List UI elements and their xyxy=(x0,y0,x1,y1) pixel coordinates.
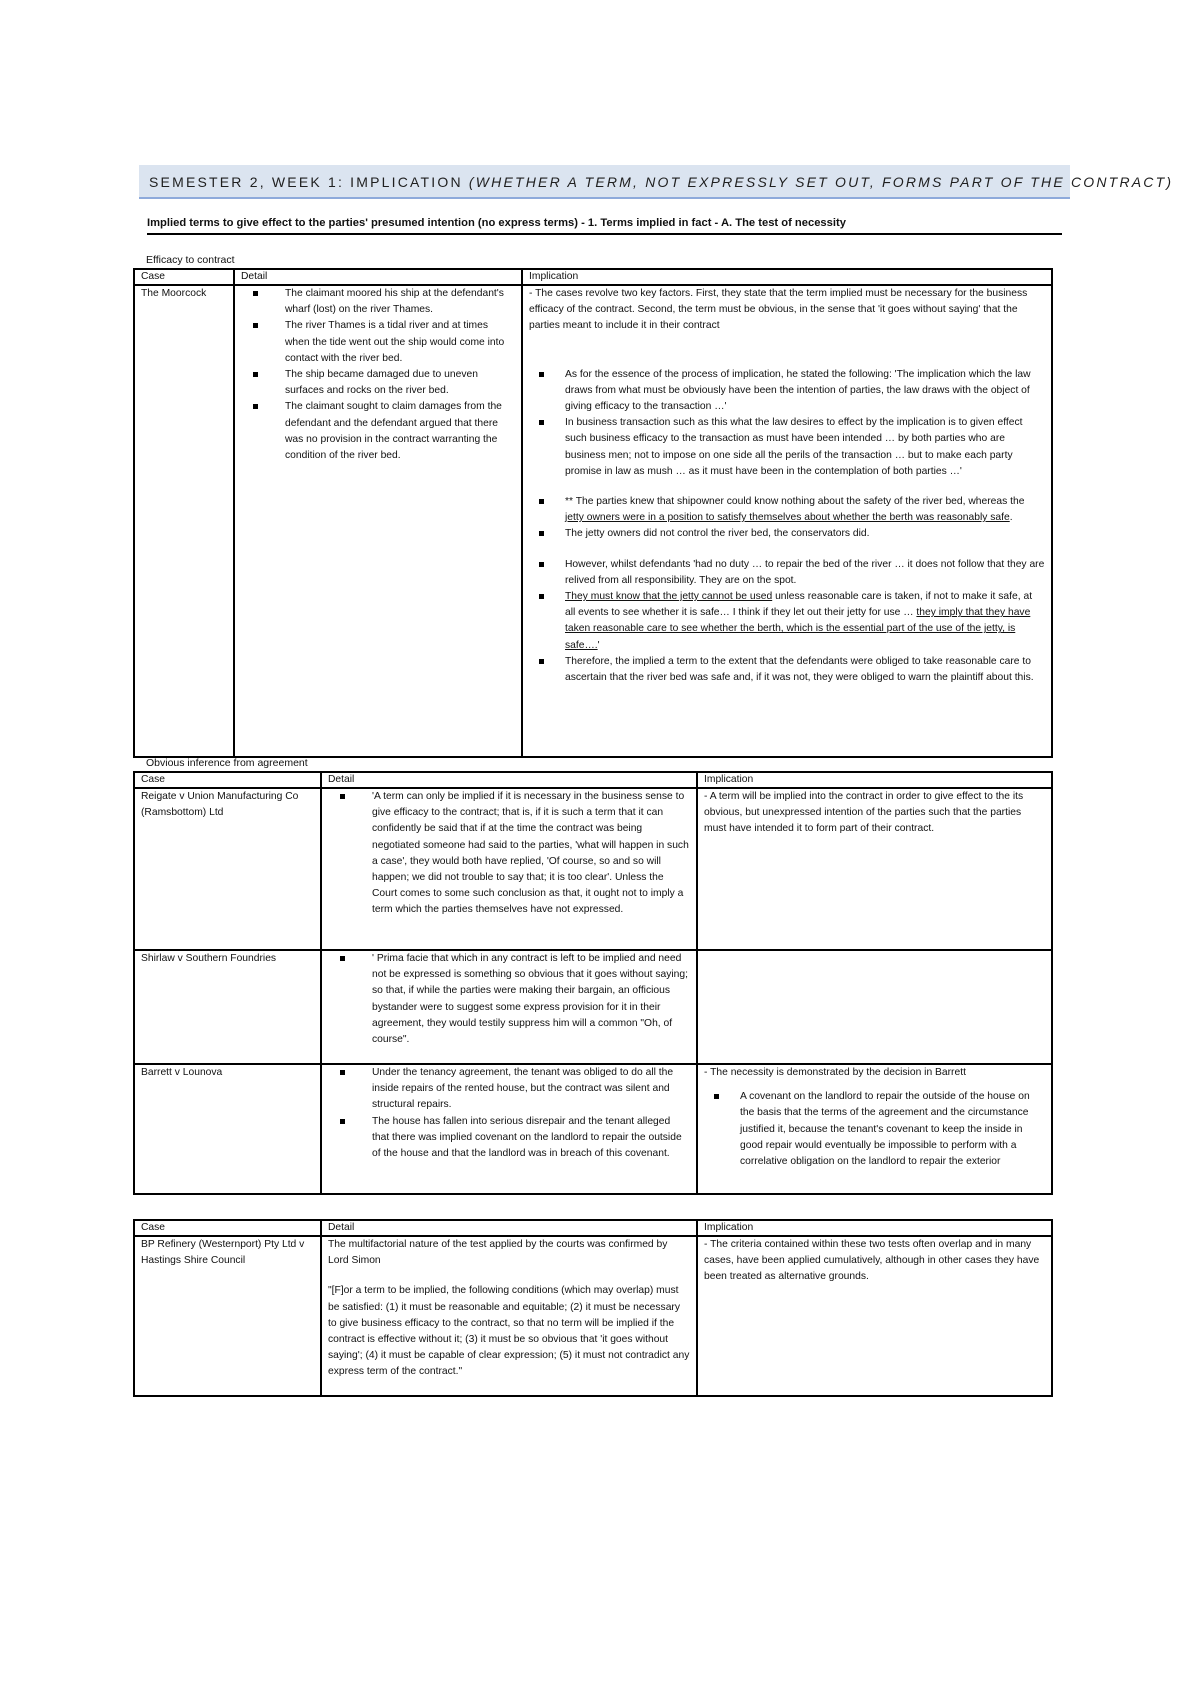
table-header-row xyxy=(134,269,1052,285)
table-row xyxy=(134,285,1052,757)
inference-table xyxy=(133,771,1053,1195)
case-name: BP Refinery (Westernport) Pty Ltd v Hastings Shire Council xyxy=(134,1236,321,1396)
detail-bullet: 'A term can only be implied if it is necessary in the business sense to give efficacy to the contract; that is, if it is such a term that it can confidently be said that if at the time the contract was being negotiated someone had said to the parties, 'what will happen in such a case', they would both have replied, 'Of course, so and so will happen; we did not trouble to say that; it is too clear'. Unless the Court comes to some such conclusion as that, it ought not to imply a term which the parties themselves have not expressed. xyxy=(328,789,690,919)
page-title xyxy=(139,165,1174,199)
underlined-text: jetty owners were in a position to satisfy themselves about whether the berth was reasonably safe xyxy=(565,512,1010,524)
implication-intro: - The necessity is demonstrated by the decision in Barrett xyxy=(704,1067,966,1078)
underlined-text: They must know that the jetty cannot be used xyxy=(565,591,773,603)
detail-bullet: The claimant moored his ship at the defendant's wharf (lost) on the river Thames. xyxy=(241,286,515,318)
header-case: Case xyxy=(134,1220,321,1236)
implication-intro: - The cases revolve two key factors. First, they state that the term implied must be necessary for the business efficacy of the contract. Second, the term must be obvious, in the sense that 'it goes without saying' that the parties meant to include it in their contract xyxy=(529,288,1028,332)
header-implication: Implication xyxy=(697,772,1052,788)
text: ** The parties knew that shipowner could know nothing about the safety of the river bed, whereas the xyxy=(565,496,1025,508)
header-case: Case xyxy=(134,772,321,788)
implication-bullet: As for the essence of the process of implication, he stated the following: 'The implication which the law draws from what must be obviously have been the intention of parties, the law draws with the object of giving efficacy to the transaction …' xyxy=(529,367,1045,416)
text: ' xyxy=(597,639,600,651)
underlined-text: they imply that they have taken reasonable care to see whether the berth, which is the essential part of the use of the jetty, is safe…. xyxy=(565,607,1031,651)
header-detail: Detail xyxy=(321,772,697,788)
detail-cell xyxy=(234,285,522,757)
implication-cell xyxy=(697,950,1052,1064)
implication-cell: - The criteria contained within these two tests often overlap and in many cases, have been applied cumulatively, although in other cases they have been treated as alternative grounds. xyxy=(697,1236,1052,1396)
bp-refinery-table xyxy=(133,1219,1053,1397)
detail-cell xyxy=(321,1064,697,1194)
implication-cell xyxy=(522,285,1052,757)
implication-bullet: Therefore, the implied a term to the extent that the defendants were obliged to take reasonable care to ascertain that the river bed was safe and, if it was not, they were obliged to warn the plaintiff about this. xyxy=(529,654,1045,686)
table-row xyxy=(134,1064,1052,1194)
implication-bullet: In business transaction such as this what the law desires to effect by the implication is to given effect such business efficacy to the transaction as must have been intended … by both parties who are business men; not to impose on one side all the perils of the transaction … but to make each party promise in law as mush … as it must have been in the contemplation of both parties …' xyxy=(529,415,1045,480)
header-detail: Detail xyxy=(234,269,522,285)
case-name: Barrett v Lounova xyxy=(134,1064,321,1194)
detail-bullet: The ship became damaged due to uneven surfaces and rocks on the river bed. xyxy=(241,367,515,399)
title-main: SEMESTER 2, WEEK 1: IMPLICATION xyxy=(149,174,469,190)
implication-cell xyxy=(697,1064,1052,1194)
table2-label: Obvious inference from agreement xyxy=(146,757,308,769)
table-header-row xyxy=(134,1220,1052,1236)
efficacy-table xyxy=(133,268,1053,758)
implication-bullet xyxy=(529,494,1045,526)
case-name: Reigate v Union Manufacturing Co (Ramsbottom) Ltd xyxy=(134,788,321,950)
detail-bullet: The claimant sought to claim damages from the defendant and the defendant argued that there was no provision in the contract warranting the condition of the river bed. xyxy=(241,399,515,464)
implication-bullet: However, whilst defendants 'had no duty … to repair the bed of the river … it does not follow that they are relived from all responsibility. They are on the spot. xyxy=(529,557,1045,589)
detail-cell xyxy=(321,1236,697,1396)
detail-quote: "[F]or a term to be implied, the following conditions (which may overlap) must be satisfied: (1) it must be reasonable and equitable; (2) it must be necessary to give business efficacy to the contract, so that no term will be implied if the contract is effective without it; (3) it must be so obvious that 'it goes without saying'; (4) it must be capable of clear expression; (5) it must not contradict any express term of the contract." xyxy=(328,1285,690,1378)
table-header-row xyxy=(134,772,1052,788)
detail-cell xyxy=(321,950,697,1064)
case-name: Shirlaw v Southern Foundries xyxy=(134,950,321,1064)
table1-label: Efficacy to contract xyxy=(146,254,235,266)
implication-bullet xyxy=(529,589,1045,654)
detail-bullet: ' Prima facie that which in any contract is left to be implied and need not be expressed is something so obvious that it goes without saying; so that, if while the parties were making their bargain, an officious bystander were to suggest some express provision for it in their agreement, they would testily suppress him will a common "Oh, of course". xyxy=(328,951,690,1048)
table-row xyxy=(134,788,1052,950)
detail-bullet: The river Thames is a tidal river and at times when the tide went out the ship would come into contact with the river bed. xyxy=(241,318,515,367)
detail-cell xyxy=(321,788,697,950)
case-name: The Moorcock xyxy=(134,285,234,757)
implication-cell: - A term will be implied into the contract in order to give effect to the its obvious, but unexpressed intention of the parties such that the parties must have intended it to form part of their contract. xyxy=(697,788,1052,950)
header-implication: Implication xyxy=(522,269,1052,285)
text: unless reasonable care is taken, if not to make it safe, at all events to see whether it is safe… I think if they let out their jetty for use … xyxy=(565,591,1033,619)
text: . xyxy=(1009,512,1013,524)
detail-bullet: Under the tenancy agreement, the tenant was obliged to do all the inside repairs of the rented house, but the contract was silent and structural repairs. xyxy=(328,1065,690,1114)
table-row xyxy=(134,950,1052,1064)
detail-bullet: The house has fallen into serious disrepair and the tenant alleged that there was implied covenant on the landlord to repair the outside of the house and that the landlord was in breach of this covenant. xyxy=(328,1114,690,1163)
title-italic: (WHETHER A TERM, NOT EXPRESSLY SET OUT, FORMS PART OF THE CONTRACT) xyxy=(468,174,1174,190)
implication-bullet: The jetty owners did not control the river bed, the conservators did. xyxy=(529,526,1045,542)
table-row xyxy=(134,1236,1052,1396)
detail-intro: The multifactorial nature of the test applied by the courts was confirmed by Lord Simon xyxy=(328,1239,668,1267)
header-detail: Detail xyxy=(321,1220,697,1236)
header-case: Case xyxy=(134,269,234,285)
header-implication: Implication xyxy=(697,1220,1052,1236)
section-heading: Implied terms to give effect to the parties' presumed intention (no express terms) - 1. Terms implied in fact - A. The test of necessity xyxy=(147,217,1062,235)
implication-bullet: A covenant on the landlord to repair the outside of the house on the basis that the terms of the agreement and the circumstance justified it, because the tenant's covenant to keep the inside in good repair would eventually be impossible to perform with a correlative obligation on the landlord to repair the exterior xyxy=(704,1089,1045,1170)
